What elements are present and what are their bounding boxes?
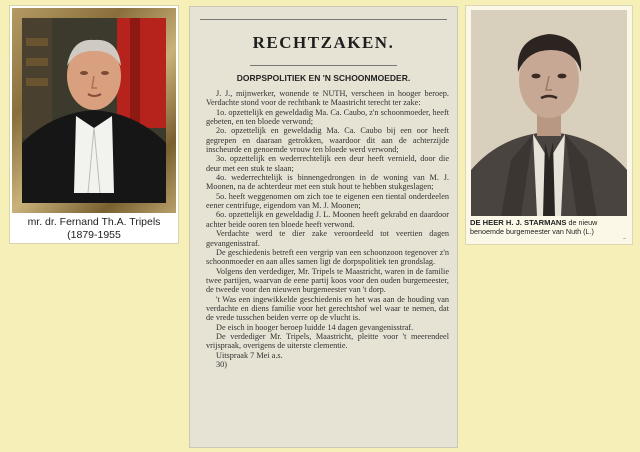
- left-caption-name: mr. dr. Fernand Th.A. Tripels: [27, 216, 161, 228]
- article-paragraph: 5o. heeft weggenomen om zich toe te eigenen een tiental onderdeelen eener centrifuge, eigendom van M. J. Moonen;: [206, 191, 449, 211]
- gilt-picture-frame: [12, 8, 176, 213]
- article-paragraph: 4o. wederrechtelijk is binnengedrongen in de woning van M. J. Moonen, na de achterdeur met een stuk hout te hebben stukgeslagen;: [206, 173, 449, 192]
- right-portrait-caption: [470, 218, 630, 236]
- title-rule: [250, 65, 397, 66]
- article-paragraph: 2o. opzettelijk en geweldadig Ma. Ca. Caubo bij een oor heeft gegrepen en daaraan getrokken, waardoor dit aan de achterzijde inscheurde en genoemde vrouw ten bloede werd verwond;: [206, 126, 449, 155]
- article-paragraph: De eisch in hooger beroep luidde 14 dagen gevangenisstraf.: [216, 322, 414, 332]
- portrait-painting: [22, 18, 166, 203]
- right-caption-name: DE HEER H. J. STARMANS: [470, 218, 567, 227]
- article-paragraph: De geschiedenis betreft een vergrip van een schoonzoon tegenover z'n schoonmoeder en aan alles samen ligt de dorpspolitiek ten grondslag.: [206, 247, 449, 267]
- article-paragraph: Verdachte werd te dier zake veroordeeld tot veertien dagen gevangenisstraf.: [206, 229, 449, 248]
- article-paragraph: Volgens den verdediger, Mr. Tripels te Maastricht, waren in de familie twee partijen, waarvan de eene partij koos voor den ouden burgemeester, de tweede voor den nieuwen burgemeester van 't dorp.: [206, 266, 449, 295]
- article-paragraph: 30): [216, 359, 227, 369]
- article-paragraph: 3o. opzettelijk en wederrechtelijk een deur heeft vernield, door die deur met een stuk te slaan;: [206, 154, 449, 173]
- left-portrait-caption: [10, 216, 178, 242]
- newspaper-clipping: [189, 6, 458, 448]
- portrait-painting-art: [22, 18, 166, 203]
- article-body: [206, 89, 449, 369]
- article-paragraph: Uitspraak 7 Mei a.s.: [216, 350, 283, 360]
- portrait-photo-art: [471, 10, 627, 216]
- article-paragraph: 't Was een ingewikkelde geschiedenis en het was aan de houding van verdachte en diens familie voor het gerechtshof wel waar te nemen, dat de vrede tusschen beiden verre op de vlucht is.: [206, 294, 449, 323]
- article-paragraph: De verdediger Mr. Tripels, Maastricht, pleitte voor 't meerendeel vrijspraak, overigens de uiterste clementie.: [206, 331, 449, 351]
- top-rule: [200, 19, 447, 20]
- left-portrait-card: [9, 5, 179, 244]
- article-title: RECHTZAKEN.: [252, 33, 395, 52]
- article-paragraph: 1o. opzettelijk en geweldadig Ma. Ca. Caubo, z'n schoonmoeder, heeft gebeten, en ten bloede verwond;: [206, 107, 450, 127]
- right-caption-rest: de nieuw benoemde burgemeester van Nuth (L.): [470, 218, 598, 236]
- left-caption-years: (1879-1955: [67, 229, 121, 241]
- right-portrait-card: [465, 5, 633, 245]
- article-subtitle: DORPSPOLITIEK EN 'N SCHOONMOEDER.: [236, 73, 411, 83]
- portrait-photo: [471, 10, 627, 216]
- article-paragraph: 6o. opzettelijk en geweldadig J. L. Moonen heeft gekrabd en daardoor achter beide ooren ten bloede heeft verwond.: [206, 210, 449, 229]
- photographer-signature: ~: [623, 236, 626, 242]
- article-paragraph: J. J., mijnwerker, wonende te NUTH, verscheen in hooger beroep. Verdachte stond voor de rechtbank te Maastricht terecht ter zake:: [206, 89, 449, 108]
